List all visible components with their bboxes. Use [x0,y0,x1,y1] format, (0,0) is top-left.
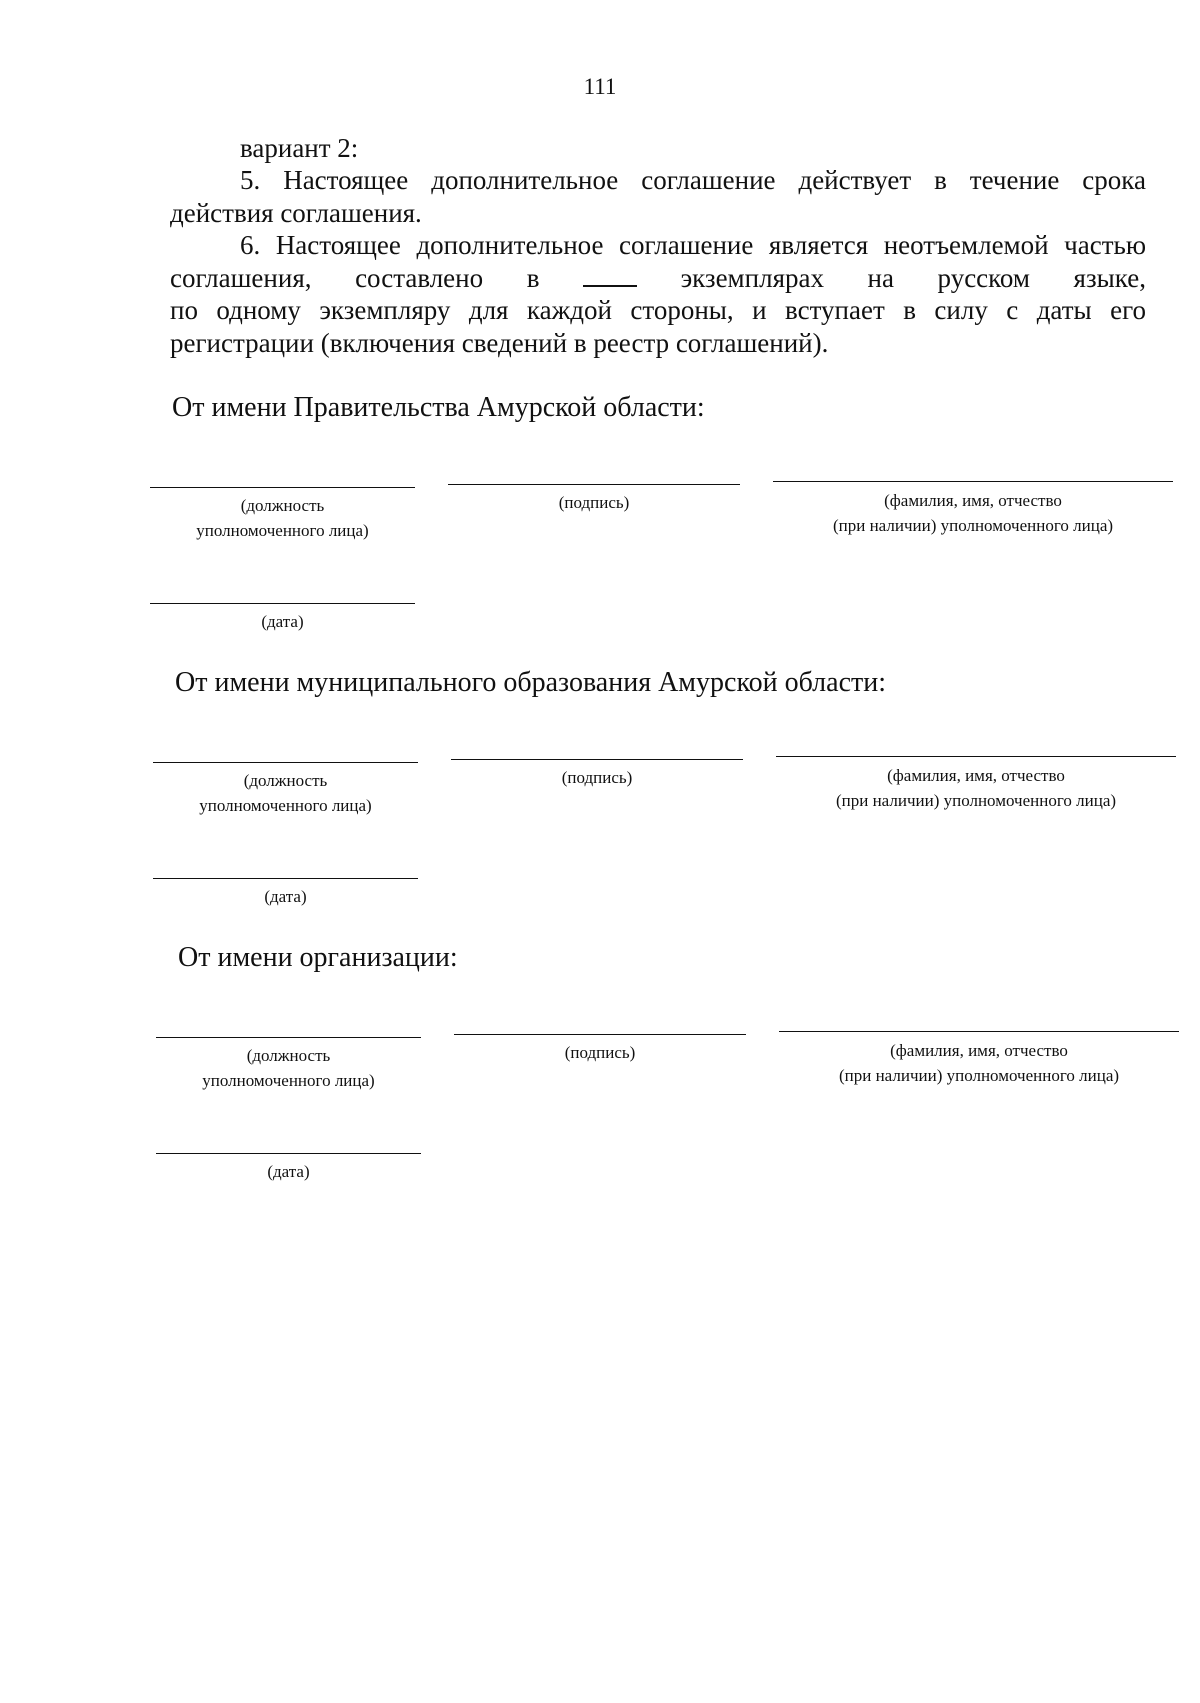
page-number: 111 [583,74,617,99]
name-caption [779,1038,1179,1088]
word: в [526,263,540,293]
caption-line: (должность [240,496,325,515]
caption-line: (при наличии) уполномоченного лица) [835,791,1117,810]
date-caption: (дата) [261,612,304,631]
caption-line: (фамилия, имя, отчество [884,491,1062,510]
word: русском [937,263,1030,293]
position-caption [153,768,418,818]
name-signature-line [773,481,1173,482]
signature-line [451,759,743,760]
name-caption [773,488,1173,538]
copies-count-blank [583,263,637,287]
position-caption [150,493,415,543]
signature-caption: (подпись) [564,1043,636,1062]
signature-caption: (подпись) [558,493,630,512]
position-caption [156,1043,421,1093]
clause-6-line-1: 6. Настоящее дополнительное соглашение является неотъемлемой частью [240,230,1146,260]
word: на [867,263,894,293]
position-signature-line [150,487,415,488]
caption-line: (при наличии) уполномоченного лица) [832,516,1114,535]
clause-5-line-1: 5. Настоящее дополнительное соглашение действует в течение срока [240,165,1146,195]
date-signature-line [150,603,415,604]
date-caption: (дата) [267,1162,310,1181]
caption-line: уполномоченного лица) [199,796,372,815]
clause-6-line-4: регистрации (включения сведений в реестр соглашений). [170,328,829,358]
word: соглашения, [170,263,312,293]
signature-line [454,1034,746,1035]
caption-line: (фамилия, имя, отчество [890,1041,1068,1060]
section-heading-government: От имени Правительства Амурской области: [172,392,705,423]
word: составлено [355,263,484,293]
variant-label: вариант 2: [240,133,359,163]
section-heading-municipality: От имени муниципального образования Амурской области: [175,667,886,698]
date-signature-line [156,1153,421,1154]
signature-caption: (подпись) [561,768,633,787]
name-signature-line [779,1031,1179,1032]
name-caption [776,763,1176,813]
clause-6-line-2 [170,262,1146,295]
clause-6-line-3: по одному экземпляру для каждой стороны, и вступает в силу с даты его [170,295,1146,325]
section-heading-organization: От имени организации: [178,942,458,973]
caption-line: (должность [243,771,328,790]
clause-5-line-2: действия соглашения. [170,198,422,228]
caption-line: уполномоченного лица) [196,521,369,540]
caption-line: уполномоченного лица) [202,1071,375,1090]
date-signature-line [153,878,418,879]
word: языке, [1073,263,1146,293]
name-signature-line [776,756,1176,757]
position-signature-line [153,762,418,763]
word: экземплярах [680,263,824,293]
caption-line: (фамилия, имя, отчество [887,766,1065,785]
position-signature-line [156,1037,421,1038]
signature-line [448,484,740,485]
caption-line: (должность [246,1046,331,1065]
date-caption: (дата) [264,887,307,906]
caption-line: (при наличии) уполномоченного лица) [838,1066,1120,1085]
